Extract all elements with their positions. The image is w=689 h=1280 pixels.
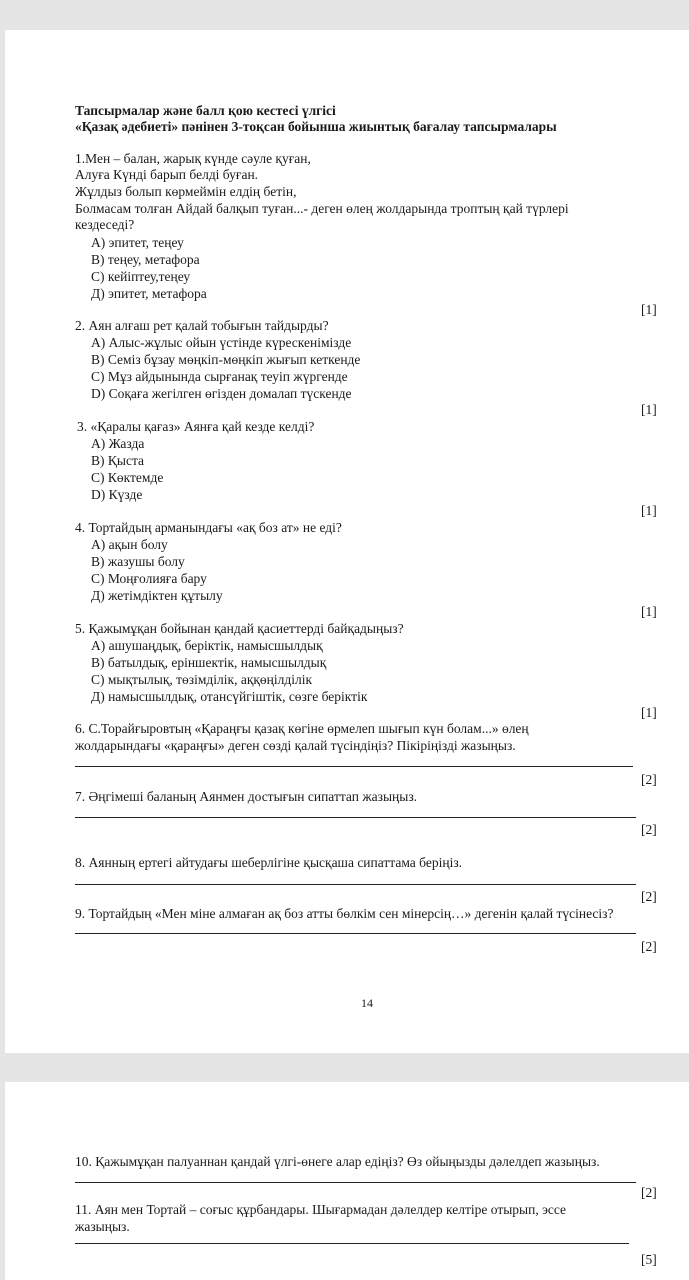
q7-mark: [2] bbox=[641, 822, 657, 837]
q10-mark: [2] bbox=[641, 1185, 657, 1200]
q5-option: Д) намысшылдық, отансүйгіштік, сөзге беріктік bbox=[91, 689, 368, 704]
q5-option: В) батылдық, еріншектік, намысшылдық bbox=[91, 655, 327, 670]
q8-question: 8. Аянның ертегі айтудағы шеберлігіне қысқаша сипаттама беріңіз. bbox=[75, 855, 463, 870]
q5-option: С) мықтылық, төзімділік, аққөңілділік bbox=[91, 672, 313, 687]
q2-option: А) Алыс-жұлыс ойын үстінде күрескенімізде bbox=[91, 335, 352, 350]
q2-option: D) Соқаға жегілген өгізден домалап түскенде bbox=[91, 386, 352, 401]
q1-mark: [1] bbox=[641, 302, 657, 317]
q2-option: С) Мұз айдынында сырғанақ теуіп жүргенде bbox=[91, 369, 348, 384]
q9-answer-line[interactable] bbox=[75, 933, 636, 934]
q4-option: А) ақын болу bbox=[91, 537, 168, 552]
q5-question: 5. Қажымұқан бойынан қандай қасиеттерді байқадыңыз? bbox=[75, 621, 404, 636]
worksheet-page-1 bbox=[5, 30, 689, 1053]
q4-option: Д) жетімдіктен құтылу bbox=[91, 588, 223, 603]
page-number: 14 bbox=[361, 996, 373, 1010]
q10-question: 10. Қажымұқан палуаннан қандай үлгі-өнеге алар едіңіз? Өз ойыңызды дәлелдеп жазыңыз. bbox=[75, 1154, 600, 1169]
q3-option: D) Күзде bbox=[91, 487, 143, 502]
q1-option: Д) эпитет, метафора bbox=[91, 286, 207, 301]
q4-mark: [1] bbox=[641, 604, 657, 619]
header-subtitle: «Қазақ әдебиеті» пәнінен 3-тоқсан бойынша жиынтық бағалау тапсырмалары bbox=[75, 119, 557, 134]
q8-answer-line[interactable] bbox=[75, 884, 636, 885]
q10-answer-line[interactable] bbox=[75, 1182, 636, 1183]
q11-answer-line[interactable] bbox=[75, 1243, 629, 1244]
q1-line: Болмасам толған Айдай балқып туған...- деген өлең жолдарында троптың қай түрлері bbox=[75, 201, 569, 216]
q5-option: А) ашушаңдық, беріктік, намысшылдық bbox=[91, 638, 323, 653]
q1-option: С) кейіптеу,теңеу bbox=[91, 269, 191, 284]
q3-option: В) Қыста bbox=[91, 453, 144, 468]
q1-option: В) теңеу, метафора bbox=[91, 252, 200, 267]
q2-question: 2. Аян алғаш рет қалай тобығын тайдырды? bbox=[75, 318, 329, 333]
q7-question: 7. Әңгімеші баланың Аянмен достығын сипаттап жазыңыз. bbox=[75, 789, 418, 804]
q6-line: 6. С.Торайғыровтың «Қараңғы қазақ көгіне өрмелеп шығып күн болам...» өлең bbox=[75, 721, 529, 736]
q3-mark: [1] bbox=[641, 503, 657, 518]
q1-line: Алуға Күнді барып белді буған. bbox=[75, 167, 259, 182]
q2-mark: [1] bbox=[641, 402, 657, 417]
q11-line: 11. Аян мен Тортай – соғыс құрбандары. Шығармадан дәлелдер келтіре отырып, эссе bbox=[75, 1202, 567, 1217]
q5-mark: [1] bbox=[641, 705, 657, 720]
q1-line: 1.Мен – балан, жарық күнде сәуле қуған, bbox=[75, 151, 311, 166]
q1-line: кездеседі? bbox=[75, 217, 135, 232]
q6-mark: [2] bbox=[641, 772, 657, 787]
q3-question: 3. «Қаралы қағаз» Аянға қай кезде келді? bbox=[77, 419, 315, 434]
q1-line: Жұлдыз болып көрмеймін елдің бетін, bbox=[75, 184, 297, 199]
q6-answer-line[interactable] bbox=[75, 766, 633, 767]
header-title: Тапсырмалар және балл қою кестесі үлгісі bbox=[75, 103, 336, 118]
q2-option: В) Семіз бұзау мөңкіп-мөңкіп жығып кеткенде bbox=[91, 352, 361, 367]
q1-option: А) эпитет, теңеу bbox=[91, 235, 184, 250]
q3-option: А) Жазда bbox=[91, 436, 145, 451]
q4-option: В) жазушы болу bbox=[91, 554, 185, 569]
q11-line: жазыңыз. bbox=[75, 1219, 130, 1234]
q9-mark: [2] bbox=[641, 939, 657, 954]
q11-mark: [5] bbox=[641, 1252, 657, 1267]
q3-option: С) Көктемде bbox=[91, 470, 164, 485]
q7-answer-line[interactable] bbox=[75, 817, 636, 818]
q4-question: 4. Тортайдың арманындағы «ақ боз ат» не еді? bbox=[75, 520, 342, 535]
q4-option: С) Моңғолияға бару bbox=[91, 571, 207, 586]
q9-question: 9. Тортайдың «Мен міне алмаған ақ боз атты бөлкім сен мінерсің…» дегенін қалай түсінесіз? bbox=[75, 906, 614, 921]
worksheet-page-2 bbox=[5, 1082, 689, 1280]
q8-mark: [2] bbox=[641, 889, 657, 904]
q6-line: жолдарындағы «қараңғы» деген сөзді қалай түсіндіңіз? Пікіріңізді жазыңыз. bbox=[75, 738, 516, 753]
